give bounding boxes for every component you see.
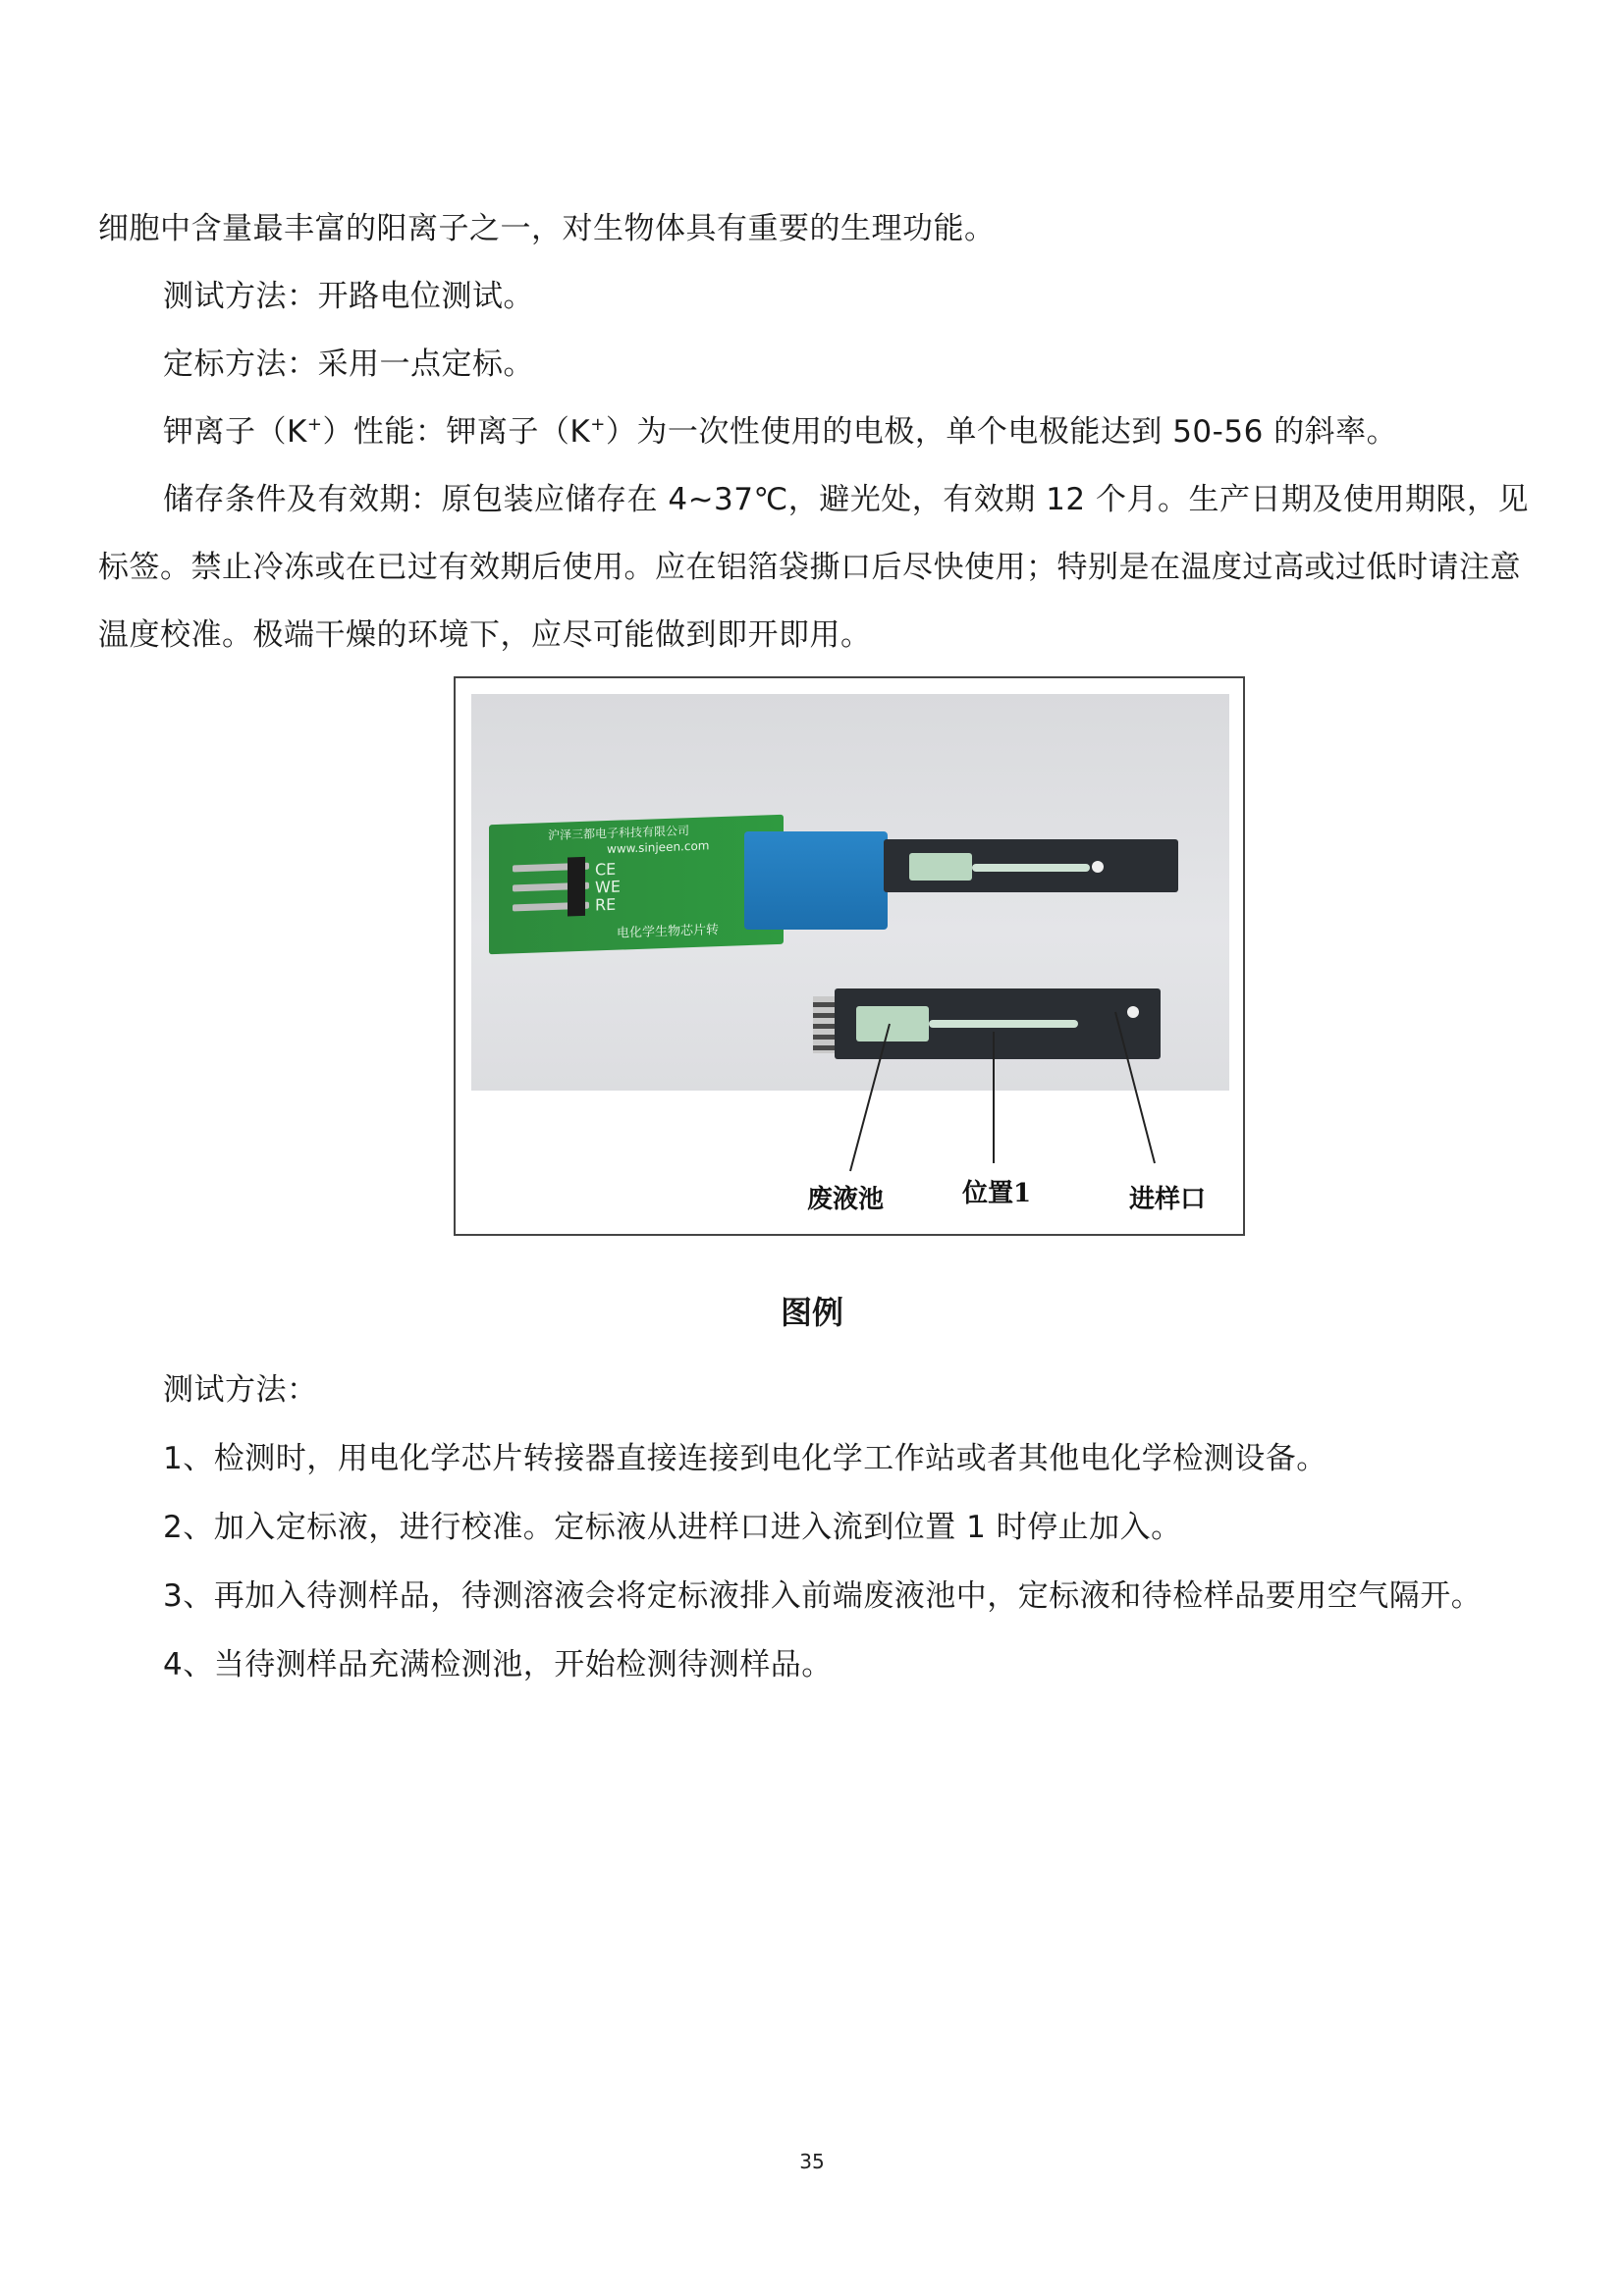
potassium-text-3: ）为一次性使用的电极，单个电极能达到 50-56 的斜率。 bbox=[605, 414, 1398, 450]
paragraph-potassium-performance bbox=[98, 399, 1532, 466]
leader-line-inlet bbox=[1115, 1012, 1155, 1163]
figure-caption: 图例 bbox=[780, 1294, 843, 1331]
callout-position1: 位置1 bbox=[962, 1179, 1032, 1208]
step-item: 2、加入定标液，进行校准。定标液从进样口进入流到位置 1 时停止加入。 bbox=[163, 1510, 1182, 1545]
superscript-plus-1: + bbox=[306, 414, 323, 435]
board-url-text: www.sinjeen.com bbox=[607, 838, 710, 857]
paragraph-storage-conditions: 储存条件及有效期：原包装应储存在 4~37℃，避光处，有效期 12 个月。生产日期及使用期限，见标签。禁止冷冻或在已过有效期后使用。应在铝箔袋撕口后尽快使用；特别是在温度过高或过低时请注意温度校准。极端干燥的环境下，应尽可能做到即开即用。 bbox=[98, 482, 1529, 653]
callout-waste-pool: 废液池 bbox=[807, 1185, 885, 1214]
board-caption-text: 电化学生物芯片转 bbox=[617, 923, 720, 941]
callout-inlet: 进样口 bbox=[1129, 1185, 1207, 1214]
paragraph-test-method: 测试方法：开路电位测试。 bbox=[163, 279, 534, 314]
step-item: 1、检测时，用电化学芯片转接器直接连接到电化学工作站或者其他电化学检测设备。 bbox=[163, 1441, 1327, 1476]
board-label-ce: CE bbox=[595, 859, 617, 880]
figure-frame bbox=[454, 676, 1245, 1236]
paragraph-calibration-method: 定标方法：采用一点定标。 bbox=[163, 347, 534, 382]
step-item: 3、再加入待测样品，待测溶液会将定标液排入前端废液池中，定标液和待检样品要用空气隔开。 bbox=[163, 1578, 1483, 1614]
page-number: 35 bbox=[799, 2150, 825, 2173]
step-item: 4、当待测样品充满检测池，开始检测待测样品。 bbox=[163, 1647, 833, 1682]
superscript-plus-2: + bbox=[590, 414, 606, 435]
potassium-text-1: 钾离子（K bbox=[163, 414, 307, 450]
paragraph-continuation: 细胞中含量最丰富的阳离子之一，对生物体具有重要的生理功能。 bbox=[98, 211, 996, 246]
board-label-we: WE bbox=[595, 877, 621, 897]
board-label-re: RE bbox=[595, 894, 617, 915]
board-company-text: 沪泽三都电子科技有限公司 bbox=[548, 824, 690, 843]
steps-heading: 测试方法： bbox=[163, 1372, 318, 1408]
callout-leader-lines bbox=[456, 678, 1247, 1238]
potassium-text-2: ）性能：钾离子（K bbox=[322, 414, 591, 450]
leader-line-waste bbox=[850, 1024, 890, 1171]
